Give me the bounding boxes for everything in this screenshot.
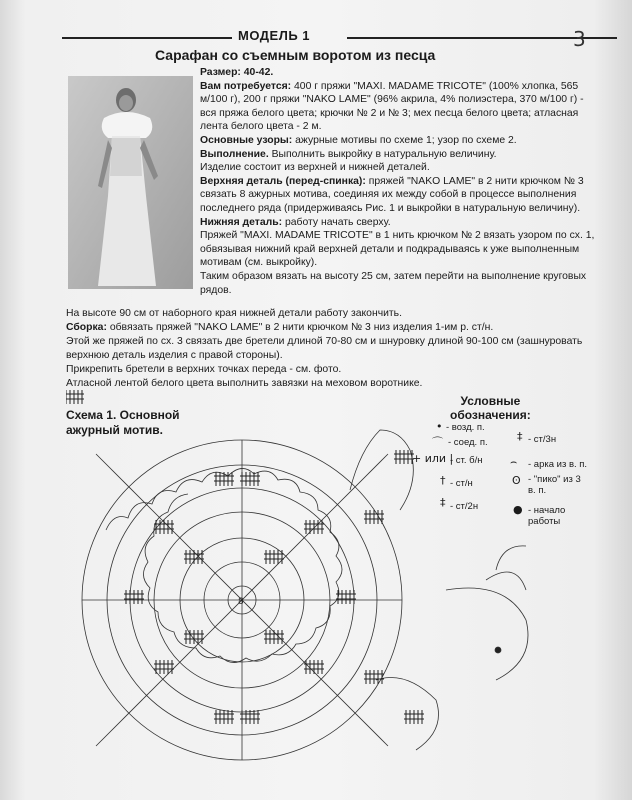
double-crochet-icon: † [440, 474, 446, 487]
legend-picot: - "пико" из 3 в. п. [528, 474, 581, 496]
legend-double-crochet: - ст/н [450, 478, 473, 489]
materials-paragraph: Вам потребуется: 400 г пряжи "MAXI. MADAME TRICOTE" (100% хлопка, 565 м/100 г), 200 г пряжи "NAKO LAME" (96% акрила, 4% полиэстера, 370 м/100 г) - вся пряжа белого цвета; крючки № 2 и № 3; мех песца белого цвета; атласная лента белого цвета - 2 м. [200, 80, 584, 133]
crochet-motif-diagram [66, 390, 626, 800]
slip-stitch-icon: ⌒ [432, 436, 443, 449]
size-line: Размер: 40-42. [200, 67, 274, 78]
legend-arch: - арка из в. п. [528, 459, 588, 470]
center-start-label: 8 [238, 597, 244, 607]
legend-slip: - соед. п. [448, 437, 488, 448]
scheme-title: Схема 1. Основной ажурный мотив. [66, 408, 180, 437]
page-header [62, 22, 592, 44]
instructions-column [200, 66, 598, 297]
article-title: Сарафан со съемным воротом из песца [155, 47, 436, 63]
chain-stitch-icon: • [436, 420, 443, 433]
assembly-p3: Прикрепить бретели в верхних точках переда - см. фото. [66, 364, 342, 375]
lower-part-p3: Таким образом вязать на высоту 25 см, затем перейти на выполнение круговых рядов. [200, 270, 587, 296]
legend-start: - начало работы [528, 505, 566, 527]
legend-title: Условные обозначения: [450, 394, 531, 422]
start-point-icon: ● [513, 503, 523, 516]
double-treble-icon: ‡ [517, 430, 523, 443]
lower-part-p2: Пряжей "MAXI. MADAME TRICOTE" в 1 нить крючком № 2 вязать узором по сх. 1, обвязывая нижний край верхней детали и подкрадываясь к уже выполненным мотивам (см. выкройку). [200, 230, 595, 269]
treble-crochet-icon: ‡ [440, 496, 446, 509]
model-heading: МОДЕЛЬ 1 [238, 28, 311, 43]
legend-single-crochet: - ст. б/н [450, 455, 483, 466]
model-photo [68, 76, 193, 289]
page-number: 3 [573, 27, 586, 51]
legend-treble-crochet: - ст/2н [450, 501, 479, 512]
lower-part-paragraph: Нижняя деталь: работу начать сверху. [200, 216, 391, 228]
execution-paragraph: Выполнение. Выполнить выкройку в натуральную величину. [200, 148, 497, 160]
picot-icon: ʘ [512, 474, 521, 487]
legend-chain: - возд. п. [446, 422, 485, 433]
execution-line2: Изделие состоит из верхней и нижней деталей. [200, 162, 430, 174]
lower-part-p4: На высоте 90 см от наборного края нижней детали работу закончить. [66, 308, 402, 319]
header-rule-left [62, 37, 232, 39]
assembly-p4: Атласной лентой белого цвета выполнить завязки на меховом воротнике. [66, 378, 423, 389]
legend-double-treble: - ст/3н [528, 434, 557, 445]
upper-part-paragraph: Верхняя деталь (перед-спинка): пряжей "NAKO LAME" в 2 нити крючком № 3 связать 8 ажурных мотива, соединяя их между собой в процессе выполнения последнего ряда (придерживаясь Рис. 1 и выкройки в натуральную величину). [200, 175, 584, 214]
single-crochet-icon: + или | [412, 452, 454, 465]
assembly-paragraph: Сборка: обвязать пряжей "NAKO LAME" в 2 нити крючком № 3 низ изделия 1-им р. ст/н. [66, 322, 494, 333]
chain-arch-icon: ⌢ [510, 455, 518, 468]
assembly-p2: Этой же пряжей по сх. 3 связать две бретели длиной 70-80 см и шнуровку длиной 90-100 см (зашнуровать верхнюю деталь изделия с правой стороны). [66, 336, 583, 361]
patterns-paragraph: Основные узоры: ажурные мотивы по схеме 1; узор по схеме 2. [200, 134, 517, 146]
